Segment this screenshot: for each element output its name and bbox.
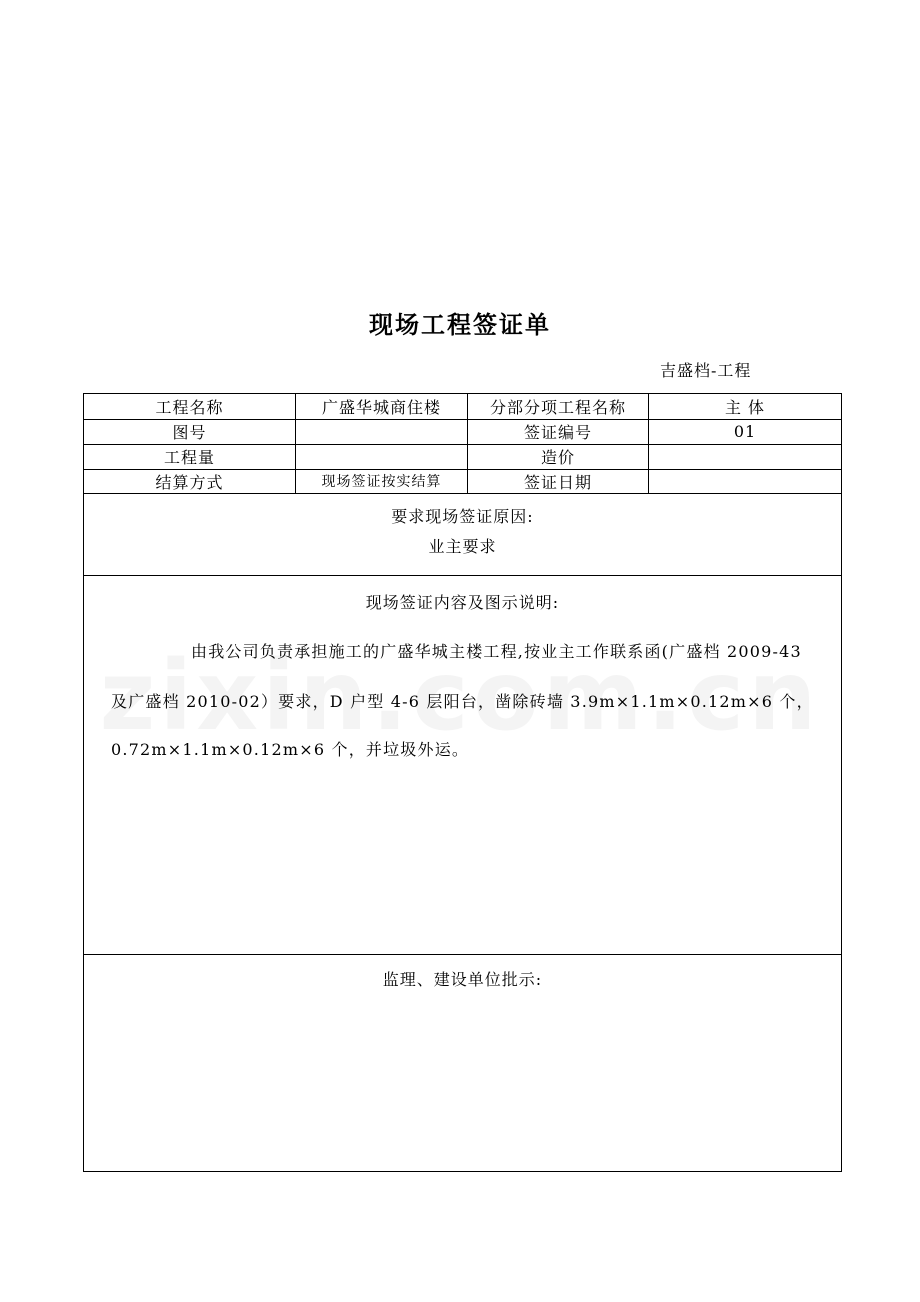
table-row [84,419,841,445]
settlement-label: 结算方式 [84,469,296,493]
form-title: 现场工程签证单 [369,311,551,339]
content-label: 现场签证内容及图示说明: [365,593,560,612]
settlement-value: 现场签证按实结算 [296,469,468,493]
project-name-value: 广盛华城商住楼 [296,394,468,419]
visa-no-value: 01 [733,422,757,441]
cost-label: 造价 [468,444,649,469]
drawing-no-label: 图号 [84,419,296,444]
sub-project-value: 主 体 [724,398,766,417]
cost-value [649,444,841,469]
reason-value: 业主要求 [428,537,497,556]
table-row [84,469,841,494]
table-row [84,444,841,470]
drawing-no-value [296,419,468,444]
content-line: 由我公司负责承担施工的广盛华城主楼工程,按业主工作联系函(广盛档 2009-43 [191,642,802,661]
visa-date-value [649,469,841,493]
sub-project-label: 分部分项工程名称 [468,394,649,419]
content-section [84,576,841,955]
quantity-label: 工程量 [84,444,296,469]
quantity-value [296,444,468,469]
table-row [84,394,841,420]
visa-date-label: 签证日期 [468,469,649,493]
reason-label: 要求现场签证原因: [391,507,534,526]
content-line: 及广盛档 2010-02）要求，D 户型 4-6 层阳台，凿除砖墙 3.9m×1.1m×0.12m×6 个， [111,692,814,711]
content-line: 0.72m×1.1m×0.12m×6 个，并垃圾外运。 [111,740,470,759]
approval-label: 监理、建设单位批示: [382,970,543,989]
reason-section [84,494,841,576]
visa-no-label: 签证编号 [468,419,649,444]
project-name-label: 工程名称 [84,394,296,419]
project-file-label: 吉盛档-工程 [660,361,752,380]
approval-section [84,955,841,1171]
visa-form-table [83,393,842,1172]
